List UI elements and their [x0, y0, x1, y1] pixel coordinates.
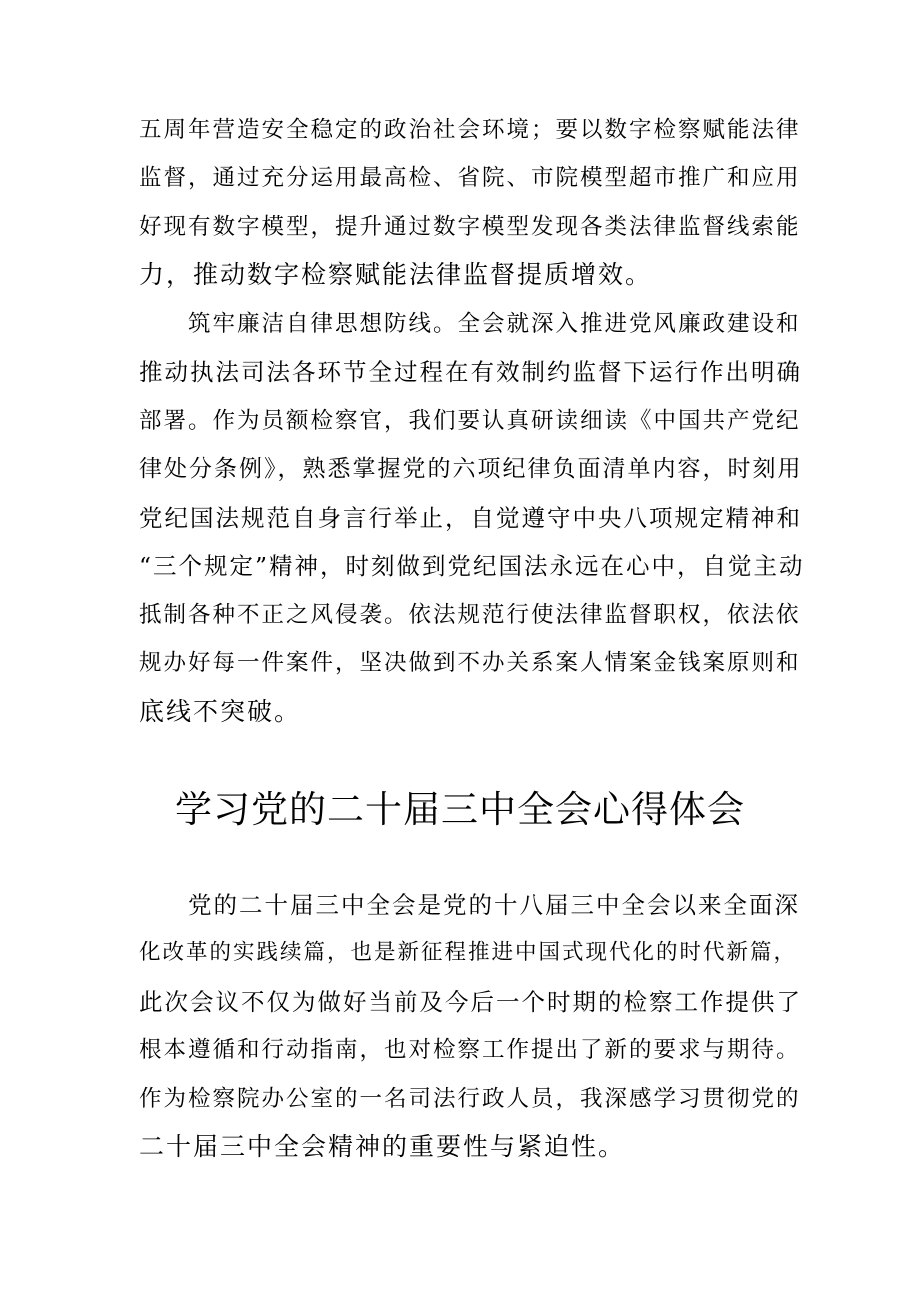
section-heading: 学习党的二十届三中全会心得体会: [175, 788, 745, 831]
paragraph-2-line-7: 抵制各种不正之风侵袭。依法规范行使法律监督职权，依法依: [139, 602, 801, 628]
paragraph-1-line-3: 好现有数字模型，提升通过数字模型发现各类法律监督线索能: [139, 214, 801, 240]
paragraph-1-line-4: 力，推动数字检察赋能法律监督提质增效。: [139, 260, 653, 289]
paragraph-3-line-1: 党的二十届三中全会是党的十八届三中全会以来全面深: [188, 891, 800, 919]
paragraph-1-line-2: 监督，通过充分运用最高检、省院、市院模型超市推广和应用: [139, 165, 801, 191]
paragraph-3-line-5: 作为检察院办公室的一名司法行政人员，我深感学习贯彻党的: [139, 1086, 801, 1112]
paragraph-2-line-9: 底线不突破。: [139, 697, 302, 726]
paragraph-2-line-1: 筑牢廉洁自律思想防线。全会就深入推进党风廉政建设和: [188, 311, 801, 337]
paragraph-2-line-4: 律处分条例》，熟悉掌握党的六项纪律负面清单内容，时刻用: [139, 456, 803, 482]
paragraph-2-line-2: 推动执法司法各环节全过程在有效制约监督下运行作出明确: [139, 358, 802, 386]
paragraph-3-line-4: 根本遵循和行动指南，也对检察工作提出了新的要求与期待。: [139, 1037, 801, 1063]
paragraph-2-line-3: 部署。作为员额检察官，我们要认真研读细读《中国共产党纪: [139, 408, 801, 434]
paragraph-1-line-1: 五周年营造安全稳定的政治社会环境；要以数字检察赋能法律: [139, 117, 801, 143]
paragraph-3-line-6: 二十届三中全会精神的重要性与紧迫性。: [139, 1132, 626, 1161]
paragraph-3-line-3: 此次会议不仅为做好当前及今后一个时期的检察工作提供了: [139, 988, 802, 1016]
paragraph-3-line-2: 化改革的实践续篇，也是新征程推进中国式现代化的时代新篇，: [139, 940, 798, 965]
paragraph-2-line-5: 党纪国法规范自身言行举止，自觉遵守中央八项规定精神和: [139, 504, 802, 532]
paragraph-2-line-6: “三个规定”精神，时刻做到党纪国法永远在心中，自觉主动: [139, 552, 805, 580]
paragraph-2-line-8: 规办好每一件案件，坚决做到不办关系案人情案金钱案原则和: [139, 650, 801, 676]
